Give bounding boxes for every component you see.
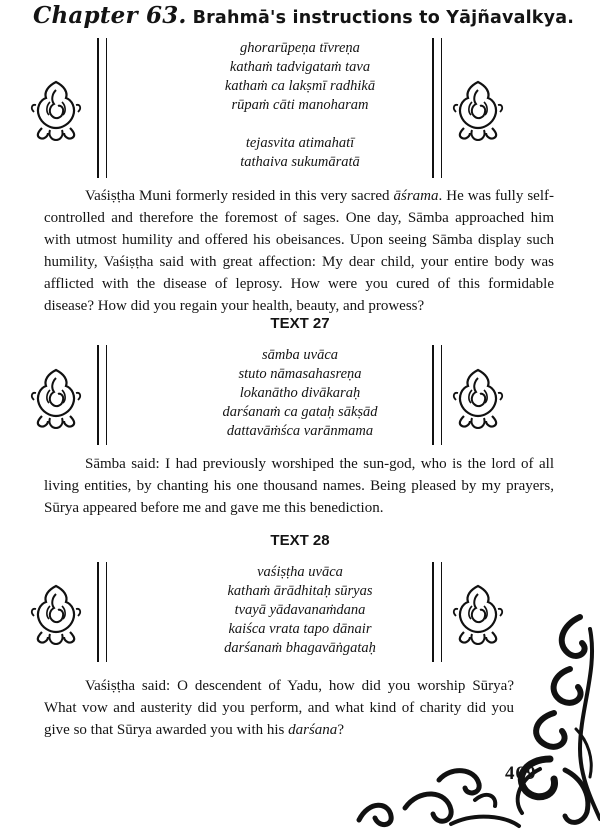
italic-term: darśana xyxy=(288,722,338,738)
verse-line: lokanātho divākaraḥ xyxy=(239,385,361,401)
verse-block xyxy=(0,346,600,441)
chapter-header xyxy=(33,2,593,36)
chapter-title: Brahmā's instructions to Yājñavalkya. xyxy=(192,8,575,28)
verse-line: tejasvita atimahatī xyxy=(245,135,355,151)
verse-line: rūpaṁ cāti manoharam xyxy=(231,97,369,113)
italic-term: āśrama xyxy=(393,188,439,204)
chapter-number: Chapter 63. xyxy=(33,2,187,29)
translation-paragraph: Sāmba said: I had previously worshiped the sun-god, who is the lord of all living entities, by chanting his one thousand names. Being pleased by my prayers, Sūrya appeared before me and gave me this benediction. xyxy=(44,456,554,516)
verse-line: dattavāṁśca varānmama xyxy=(226,423,374,439)
page-number: 469 xyxy=(505,763,537,784)
verse-gap xyxy=(0,115,600,134)
verse-block xyxy=(0,39,600,172)
bottom-ornament xyxy=(355,760,600,829)
text-heading: TEXT 27 xyxy=(270,315,330,332)
verse-line: sāmba uvāca xyxy=(261,347,339,363)
verse-line: darśanaṁ bhagavāṅgataḥ xyxy=(224,640,376,656)
verse-line: kaiśca vrata tapo dānair xyxy=(228,621,372,637)
verse-line: ghorarūpeṇa tīvreṇa xyxy=(240,40,360,56)
verse-line: stuto nāmasahasreṇa xyxy=(238,366,362,382)
text-heading: TEXT 28 xyxy=(270,532,330,549)
verse-line: kathaṁ tadvigataṁ tava xyxy=(229,59,371,75)
translation-paragraph: Vaśiṣṭha said: O descendent of Yadu, how did you worship Sūrya? What vow and austerity did you perform, and what kind of charity did you give so that Sūrya awarded you with his darśana? xyxy=(44,678,514,738)
verse-line: kathaṁ ārādhitaḥ sūryas xyxy=(227,583,373,599)
verse-line: tvayā yādavanaṁdana xyxy=(234,602,366,618)
translation-paragraph: Vaśiṣṭha Muni formerly resided in this very sacred āśrama. He was fully self-controlled and therefore the foremost of sages. One day, Sāmba approached him with utmost humility and offered his obeisances. Upon seeing Sāmba display such humility, Vaśiṣṭha said with great affection: My dear child, your entire body was afflicted with the disease of leprosy. How were you cured of this formidable disease? How did you regain your health, beauty, and prowess? xyxy=(44,188,554,314)
verse-line: darśanaṁ ca gataḥ sākṣād xyxy=(222,404,378,420)
verse-line: vaśiṣṭha uvāca xyxy=(257,564,343,580)
verse-line: kathaṁ ca lakṣmī radhikā xyxy=(224,78,376,94)
verse-line: tathaiva sukumāratā xyxy=(240,154,360,170)
